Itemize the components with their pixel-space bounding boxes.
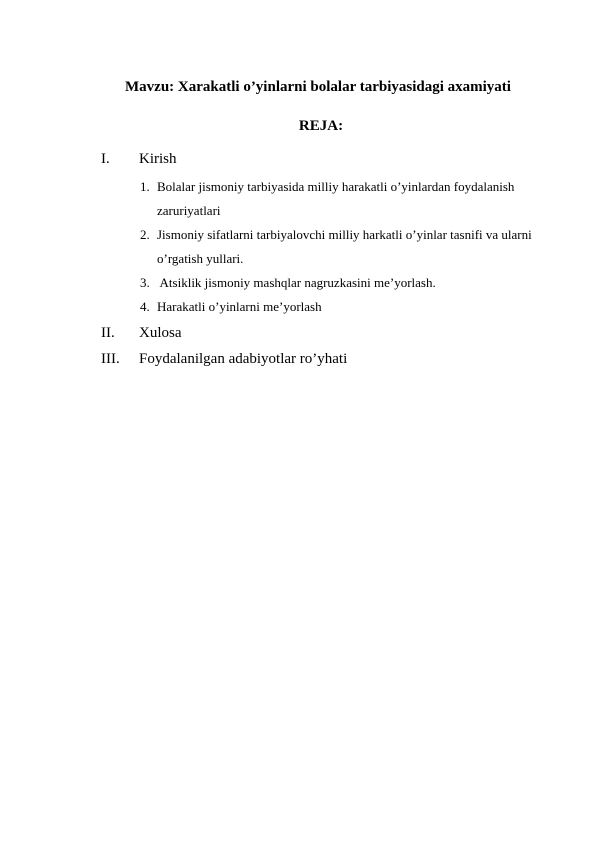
plan-item-4-text: Harakatli o’yinlarni me’yorlash bbox=[157, 299, 322, 314]
section-1-number: I. bbox=[101, 151, 110, 167]
document-title: Mavzu: Xarakatli o’yinlarni bolalar tarbiyasidagi axamiyati bbox=[125, 79, 511, 95]
section-2-number: II. bbox=[101, 325, 115, 341]
plan-item-2-text: Jismoniy sifatlarni tarbiyalovchi milliy harkatli o’yinlar tasnifi va ularni o’rgatish yullari. bbox=[157, 227, 532, 266]
plan-item-1 bbox=[140, 175, 560, 223]
plan-item-2 bbox=[140, 223, 560, 271]
section-2-title: Xulosa bbox=[139, 325, 182, 341]
plan-item-1-text: Bolalar jismoniy tarbiyasida milliy harakatli o’yinlardan foydalanish zaruriyatlari bbox=[157, 179, 515, 218]
plan-item-4-number: 4. bbox=[140, 299, 150, 314]
section-1-title: Kirish bbox=[139, 151, 177, 167]
plan-item-3-number: 3. bbox=[140, 275, 150, 290]
plan-heading: REJA: bbox=[298, 118, 344, 134]
section-3-title: Foydalanilgan adabiyotlar ro’yhati bbox=[139, 351, 348, 367]
plan-item-1-number: 1. bbox=[140, 179, 150, 194]
plan-item-2-number: 2. bbox=[140, 227, 150, 242]
plan-item-3 bbox=[140, 271, 560, 295]
plan-item-3-text: Atsiklik jismoniy mashqlar nagruzkasini me’yorlash. bbox=[157, 275, 436, 290]
plan-item-4 bbox=[140, 295, 560, 319]
section-3-number: III. bbox=[101, 351, 120, 367]
